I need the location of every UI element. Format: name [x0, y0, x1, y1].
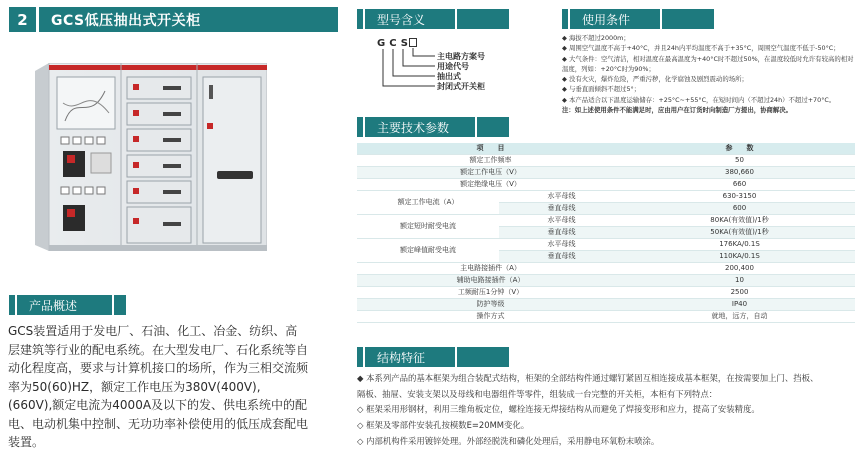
table-cell-item: 工频耐压1分钟（V）: [357, 287, 624, 299]
table-header-item: 项 目: [357, 143, 624, 155]
section-title-model: 型号含义: [365, 9, 455, 29]
section-title-features: 结构特征: [365, 347, 455, 367]
table-row: [357, 263, 855, 275]
table-cell-item: 额定短时耐受电流: [357, 215, 499, 239]
condition-item: ◆ 大气条件：空气清洁，相对温度在最高温度为+40°C时不超过50%，在温度较低时允许有较高的相对: [562, 54, 854, 63]
feature-item: 隔板、抽屉、安装支架以及母线和电器组件等零件，组装成一台完整的开关柜，本柜有下列特点：: [357, 388, 718, 399]
table-cell-value: 110KA/0.1S: [624, 251, 855, 263]
model-code: GCS: [377, 38, 412, 49]
page-title-banner: [9, 7, 338, 32]
overview-text: GCS装置适用于发电厂、石油、化工、冶金、纺织、高层建筑等行业的配电系统。在大型发电厂、石化系统等自动化程度高，要求与计算机接口的场所，作为三相交流频率为50(60)HZ，额定工作电压为380V(400V), (660V),额定电流为4000A及以下的发、供电系统中的配电、电动机集中控制、无功功率补偿使用的低压成套配电装置。: [8, 324, 309, 449]
condition-item: ◆ 海拔不超过2000m；: [562, 34, 630, 42]
condition-item: ◆ 周围空气温度不高于+40°C，并且24h内平均温度不高于+35°C，周围空气温度不低于-50°C；: [562, 44, 840, 53]
table-row: [357, 167, 855, 179]
section-title-overview: 产品概述: [17, 295, 112, 315]
condition-item: ◆ 本产品适合以下温度运输储存：+25°C~+55°C，在短时间内（不超过24h）不超过+70°C。: [562, 95, 836, 104]
table-cell-sub: 水平母线: [499, 191, 624, 203]
table-cell-item: 操作方式: [357, 311, 624, 323]
table-cell-value: 就地，远方，自动: [624, 311, 855, 323]
table-row: [357, 215, 855, 227]
model-label-enclosed: 封闭式开关柜: [437, 82, 485, 91]
table-cell-sub: 垂直母线: [499, 227, 624, 239]
section-head-conditions: [562, 9, 714, 29]
section-title-tech: 主要技术参数: [365, 117, 475, 137]
table-cell-item: 额定绝缘电压（V）: [357, 179, 624, 191]
table-cell-item: 防护等级: [357, 299, 624, 311]
feature-item: ◇ 框架及零部件安装孔按模数E=20MM变化。: [357, 420, 530, 431]
model-label-scheme: 主电路方案号: [437, 52, 485, 61]
table-cell-value: 10: [624, 275, 855, 287]
table-row: [357, 191, 855, 203]
table-row: [357, 311, 855, 323]
table-row: [357, 239, 855, 251]
model-diagram: [365, 38, 505, 96]
table-row: [357, 155, 855, 167]
table-cell-sub: 水平母线: [499, 215, 624, 227]
page-title: GCS低压抽出式开关柜: [39, 7, 338, 32]
table-cell-item: 额定工作频率: [357, 155, 624, 167]
table-row: [357, 275, 855, 287]
model-label-drawout: 抽出式: [437, 72, 461, 81]
conditions-list: [562, 33, 860, 115]
table-row: [357, 179, 855, 191]
section-head-model: [357, 9, 509, 29]
table-cell-value: 660: [624, 179, 855, 191]
table-row: [357, 299, 855, 311]
condition-item: 温度，列如：+20°C时为90%；: [562, 64, 655, 73]
feature-item: ◇ 内部机构件采用镀锌处理。外部经脱洗和磷化处理后，采用静电环氧粉末喷涂。: [357, 435, 660, 446]
model-label-usage: 用途代号: [437, 62, 469, 71]
table-cell-value: 200,400: [624, 263, 855, 275]
table-cell-item: 额定工作电压（V）: [357, 167, 624, 179]
table-cell-value: 630-3150: [624, 191, 855, 203]
table-cell-value: 380,660: [624, 167, 855, 179]
condition-item: ◆ 没有火灾，爆炸危险，严重污秽，化学腐蚀及剧烈震动的场所；: [562, 75, 748, 84]
feature-item: ◆ 本系列产品的基本框架为组合装配式结构，柜架的全部结构件通过螺钉紧固互相连接成基本框架，在按需要加上门、挡板、: [357, 373, 819, 383]
table-cell-value: IP40: [624, 299, 855, 311]
table-row: [357, 287, 855, 299]
table-cell-sub: 水平母线: [499, 239, 624, 251]
table-cell-item: 主电路接插件（A）: [357, 263, 624, 275]
conditions-note: 注：如上述使用条件不能满足时，应由用户在订货时向制造厂方提出，协商解决。: [562, 106, 793, 115]
section-title-conditions: 使用条件: [570, 9, 660, 29]
table-cell-value: 176KA/0.1S: [624, 239, 855, 251]
condition-item: ◆ 与垂直面倾斜不超过5°；: [562, 85, 641, 94]
section-head-tech: [357, 117, 509, 137]
switchgear-cabinet-image: [35, 63, 267, 251]
section-number: 2: [9, 7, 36, 32]
table-cell-value: 2500: [624, 287, 855, 299]
table-cell-value: 600: [624, 203, 855, 215]
table-cell-item: 额定峰值耐受电流: [357, 239, 499, 263]
table-cell-sub: 垂直母线: [499, 203, 624, 215]
table-cell-item: 辅助电路接插件（A）: [357, 275, 624, 287]
table-cell-value: 50KA(有效值)/1秒: [624, 227, 855, 239]
table-cell-sub: 垂直母线: [499, 251, 624, 263]
table-header-row: [357, 143, 855, 155]
tech-params-table: [357, 143, 855, 323]
table-cell-item: 额定工作电流（A）: [357, 191, 499, 215]
model-bracket-lines: [365, 38, 437, 96]
table-header-value: 参 数: [624, 143, 855, 155]
section-head-overview: [9, 295, 126, 315]
features-list: [357, 371, 857, 450]
section-head-features: [357, 347, 509, 367]
table-cell-value: 80KA(有效值)/1秒: [624, 215, 855, 227]
feature-item: ◇ 框架采用形钢材，利用三维角板定位，螺栓连接无焊接结构从而避免了焊接变形和应力，提高了安装精度。: [357, 404, 760, 415]
table-cell-value: 50: [624, 155, 855, 167]
